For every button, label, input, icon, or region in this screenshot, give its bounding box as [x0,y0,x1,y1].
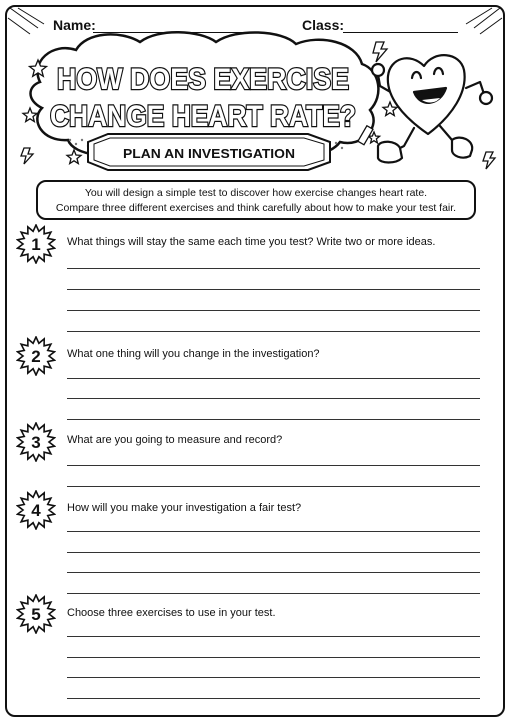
answer-line[interactable] [67,268,480,269]
corner-burst-decoration [8,8,502,34]
intro-line-1: You will design a simple test to discover how exercise changes heart rate. [84,187,428,199]
question-number-badge [16,594,56,634]
answer-line[interactable] [67,572,480,573]
answer-line[interactable] [67,310,480,311]
answer-line[interactable] [67,636,480,637]
question-number: 1 [31,235,41,254]
question-text: Choose three exercises to use in your test. [67,607,276,619]
question-text: What things will stay the same each time you test? Write two or more ideas. [67,236,436,248]
answer-line[interactable] [67,378,480,379]
answer-line[interactable] [67,552,480,553]
intro-line-2: Compare three different exercises and think carefully about how to make your test fair. [55,202,457,214]
answer-line[interactable] [67,486,480,487]
question-text: What one thing will you change in the investigation? [67,348,320,360]
answer-line[interactable] [67,593,480,594]
question-number-badge [16,224,56,264]
lightning-icon [483,152,495,169]
answer-line[interactable] [67,531,480,532]
title-line-2: CHANGE HEART RATE? [50,100,356,133]
answer-line[interactable] [67,465,480,466]
question-number-badge [16,490,56,530]
question-number: 5 [31,605,41,624]
class-label: Class: [302,17,345,33]
question-number-badge [16,422,56,462]
name-label: Name: [53,17,96,33]
question-number: 4 [31,501,41,520]
answer-line[interactable] [67,657,480,658]
lightning-icon [373,42,387,62]
banner-text: PLAN AN INVESTIGATION [123,147,295,161]
answer-line[interactable] [67,677,480,678]
question-number-badge [16,336,56,376]
star-icon [67,150,81,164]
question-number: 3 [31,433,41,452]
answer-line[interactable] [67,331,480,332]
question-number: 2 [31,347,41,366]
answer-line[interactable] [67,398,480,399]
title-graphic [0,0,512,180]
answer-line[interactable] [67,698,480,699]
question-text: How will you make your investigation a fair test? [67,502,302,514]
lightning-icon [21,148,33,164]
answer-line[interactable] [67,419,480,420]
star-icon [23,108,37,122]
intro-box [36,180,476,220]
answer-line[interactable] [67,289,480,290]
question-text: What are you going to measure and record? [67,434,283,446]
title-line-1: HOW DOES EXERCISE [57,63,349,96]
